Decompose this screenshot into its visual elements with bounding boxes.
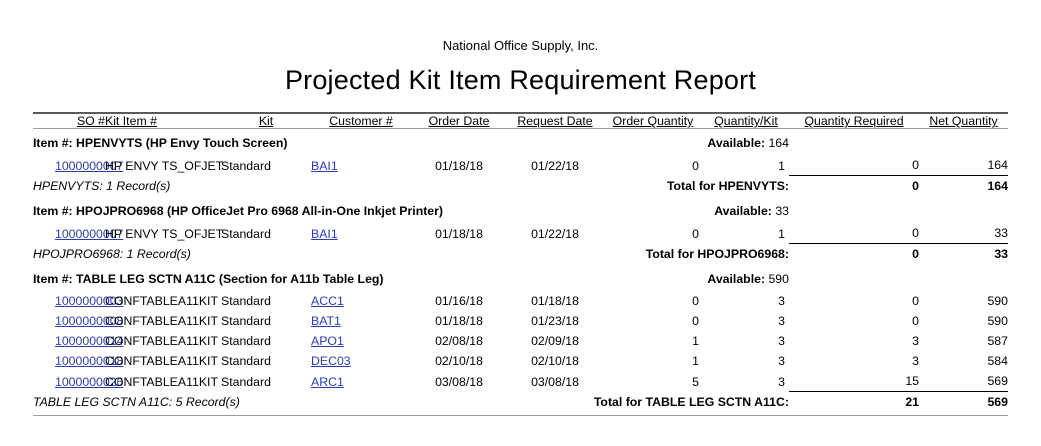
footer-divider <box>33 415 1008 416</box>
column-header-order-quantity: Order Quantity <box>612 114 694 128</box>
order-date-cell: 01/16/18 <box>435 294 483 308</box>
so-link[interactable]: 1000000008 <box>55 314 124 328</box>
quantity-per-kit-cell: 3 <box>778 294 785 308</box>
so-link[interactable]: 1000000018 <box>55 354 124 368</box>
so-cell[interactable] <box>33 155 124 176</box>
kit-cell: Standard <box>221 374 271 389</box>
quantity-per-kit-cell: 3 <box>778 354 785 368</box>
customer-cell[interactable] <box>311 291 411 311</box>
so-cell[interactable] <box>33 351 124 371</box>
table-header-row <box>33 114 1008 128</box>
kit-item-cell: CONFTABLEA11KIT <box>105 334 218 348</box>
table-row <box>33 351 1008 371</box>
order-quantity-cell: 0 <box>692 158 699 173</box>
order-date-cell: 01/18/18 <box>435 226 483 241</box>
so-cell[interactable] <box>33 223 124 244</box>
order-quantity-cell: 0 <box>692 314 699 328</box>
available-label: Available: <box>714 204 772 218</box>
kit-item-cell: CONFTABLEA11KIT <box>105 374 218 389</box>
group-item-label: Item #: TABLE LEG SCTN A11C (Section for A11b Table Leg) <box>33 272 384 286</box>
table-row <box>33 155 1008 176</box>
request-date-cell: 01/22/18 <box>531 226 579 241</box>
column-header-kit: Kit <box>258 114 274 128</box>
group-available <box>603 197 789 223</box>
column-header-quantity-per-kit: Quantity/Kit <box>714 114 778 128</box>
report-page <box>0 38 1041 446</box>
so-link[interactable]: 1000000007 <box>55 226 124 241</box>
so-link[interactable]: 1000000026 <box>55 374 124 389</box>
group-records-label: HPOJPRO6968: 1 Record(s) <box>33 247 191 261</box>
net-quantity-cell: 584 <box>987 354 1008 368</box>
order-date-cell: 02/08/18 <box>435 334 483 348</box>
table-row <box>33 291 1008 311</box>
net-quantity-cell: 164 <box>987 158 1008 172</box>
quantity-per-kit-cell: 3 <box>778 374 785 389</box>
group-total-net-quantity: 569 <box>919 392 1008 414</box>
request-date-cell: 03/08/18 <box>531 374 579 389</box>
order-date-cell: 02/10/18 <box>435 354 483 368</box>
group-header-row <box>33 197 1008 223</box>
group-header-row <box>33 129 1008 155</box>
table-row <box>33 223 1008 244</box>
group-total-row <box>33 244 1008 266</box>
so-cell[interactable] <box>33 291 124 311</box>
column-header-request-date: Request Date <box>517 114 593 128</box>
kit-cell: Standard <box>221 226 271 241</box>
customer-link[interactable]: APO1 <box>311 334 344 348</box>
customer-link[interactable]: ARC1 <box>311 374 344 389</box>
column-header-order-date: Order Date <box>428 114 490 128</box>
order-date-cell: 01/18/18 <box>435 158 483 173</box>
kit-item-cell: CONFTABLEA11KIT <box>105 294 218 308</box>
net-quantity-cell: 33 <box>994 226 1008 240</box>
customer-cell[interactable] <box>311 331 411 351</box>
customer-cell[interactable] <box>311 311 411 331</box>
customer-link[interactable]: BAI1 <box>311 158 338 173</box>
kit-item-cell: HP ENVY TS_OFJET <box>105 226 224 241</box>
column-header-net-quantity: Net Quantity <box>929 114 998 128</box>
group-total-quantity-required: 0 <box>789 244 919 266</box>
kit-item-cell: CONFTABLEA11KIT <box>105 314 218 328</box>
kit-item-cell: HP ENVY TS_OFJET <box>105 158 224 173</box>
group-header-row <box>33 265 1008 291</box>
group-records-label: TABLE LEG SCTN A11C: 5 Record(s) <box>33 395 240 409</box>
available-label: Available: <box>707 272 766 286</box>
customer-cell[interactable] <box>311 223 411 244</box>
quantity-required-cell: 0 <box>912 226 919 240</box>
kit-cell: Standard <box>221 354 271 368</box>
order-quantity-cell: 0 <box>692 226 699 241</box>
order-quantity-cell: 1 <box>692 354 699 368</box>
so-link[interactable]: 1000000014 <box>55 334 124 348</box>
quantity-per-kit-cell: 3 <box>778 334 785 348</box>
column-header-quantity-required: Quantity Required <box>804 114 904 128</box>
table-row <box>33 371 1008 392</box>
order-quantity-cell: 5 <box>692 374 699 389</box>
group-total-label: Total for HPOJPRO6968: <box>645 247 789 261</box>
group-total-label: Total for HPENVYTS: <box>666 179 789 193</box>
request-date-cell: 02/09/18 <box>531 334 579 348</box>
net-quantity-cell: 587 <box>987 334 1008 348</box>
table-row <box>33 331 1008 351</box>
group-total-net-quantity: 33 <box>919 244 1008 266</box>
column-header-customer: Customer # <box>329 114 393 128</box>
report-body-table <box>33 129 1008 413</box>
customer-cell[interactable] <box>311 155 411 176</box>
quantity-per-kit-cell: 3 <box>778 314 785 328</box>
kit-cell: Standard <box>221 158 271 173</box>
so-link[interactable]: 1000000007 <box>55 158 124 173</box>
available-value: 33 <box>775 204 789 218</box>
group-total-quantity-required: 21 <box>789 392 919 414</box>
customer-cell[interactable] <box>311 351 411 371</box>
group-available <box>603 265 789 291</box>
group-total-net-quantity: 164 <box>919 176 1008 198</box>
so-cell[interactable] <box>33 311 124 331</box>
order-quantity-cell: 1 <box>692 334 699 348</box>
request-date-cell: 01/18/18 <box>531 294 579 308</box>
net-quantity-cell: 590 <box>987 314 1008 328</box>
customer-link[interactable]: BAI1 <box>311 226 338 241</box>
so-cell[interactable] <box>33 371 124 392</box>
quantity-required-cell: 0 <box>912 314 919 328</box>
customer-link[interactable]: ACC1 <box>311 294 344 308</box>
customer-link[interactable]: BAT1 <box>311 314 341 328</box>
group-item-label: Item #: HPOJPRO6968 (HP OfficeJet Pro 6968 All-in-One Inkjet Printer) <box>33 204 444 218</box>
customer-cell[interactable] <box>311 371 411 392</box>
group-total-row <box>33 176 1008 198</box>
request-date-cell: 02/10/18 <box>531 354 579 368</box>
quantity-per-kit-cell: 1 <box>778 226 785 241</box>
request-date-cell: 01/23/18 <box>531 314 579 328</box>
so-link[interactable]: 1000000003 <box>55 294 124 308</box>
net-quantity-cell: 590 <box>987 294 1008 308</box>
column-header-so: SO # <box>76 114 105 128</box>
available-value: 590 <box>768 272 789 286</box>
page-title: Projected Kit Item Requirement Report <box>284 65 757 95</box>
group-total-label: Total for TABLE LEG SCTN A11C: <box>593 395 789 409</box>
report-table <box>33 114 1008 128</box>
customer-link[interactable]: DEC03 <box>311 354 351 368</box>
order-quantity-cell: 0 <box>692 294 699 308</box>
group-available <box>603 129 789 155</box>
column-header-kit-item: Kit Item # <box>105 114 157 128</box>
quantity-required-cell: 0 <box>912 294 919 308</box>
available-value: 164 <box>768 136 789 150</box>
kit-cell: Standard <box>221 294 271 308</box>
group-total-row <box>33 392 1008 414</box>
quantity-required-cell: 3 <box>912 334 919 348</box>
group-item-label: Item #: HPENVYTS (HP Envy Touch Screen) <box>33 136 288 150</box>
net-quantity-cell: 569 <box>987 374 1008 388</box>
order-date-cell: 01/18/18 <box>435 314 483 328</box>
kit-cell: Standard <box>221 314 271 328</box>
request-date-cell: 01/22/18 <box>531 158 579 173</box>
company-name: National Office Supply, Inc. <box>442 38 599 53</box>
group-records-label: HPENVYTS: 1 Record(s) <box>33 179 171 193</box>
kit-cell: Standard <box>221 334 271 348</box>
table-row <box>33 311 1008 331</box>
quantity-required-cell: 3 <box>912 354 919 368</box>
quantity-required-cell: 0 <box>912 158 919 172</box>
available-label: Available: <box>707 136 766 150</box>
kit-item-cell: CONFTABLEA11KIT <box>105 354 218 368</box>
quantity-required-cell: 15 <box>905 374 919 388</box>
quantity-per-kit-cell: 1 <box>778 158 785 173</box>
so-cell[interactable] <box>33 331 124 351</box>
order-date-cell: 03/08/18 <box>435 374 483 389</box>
group-total-quantity-required: 0 <box>789 176 919 198</box>
